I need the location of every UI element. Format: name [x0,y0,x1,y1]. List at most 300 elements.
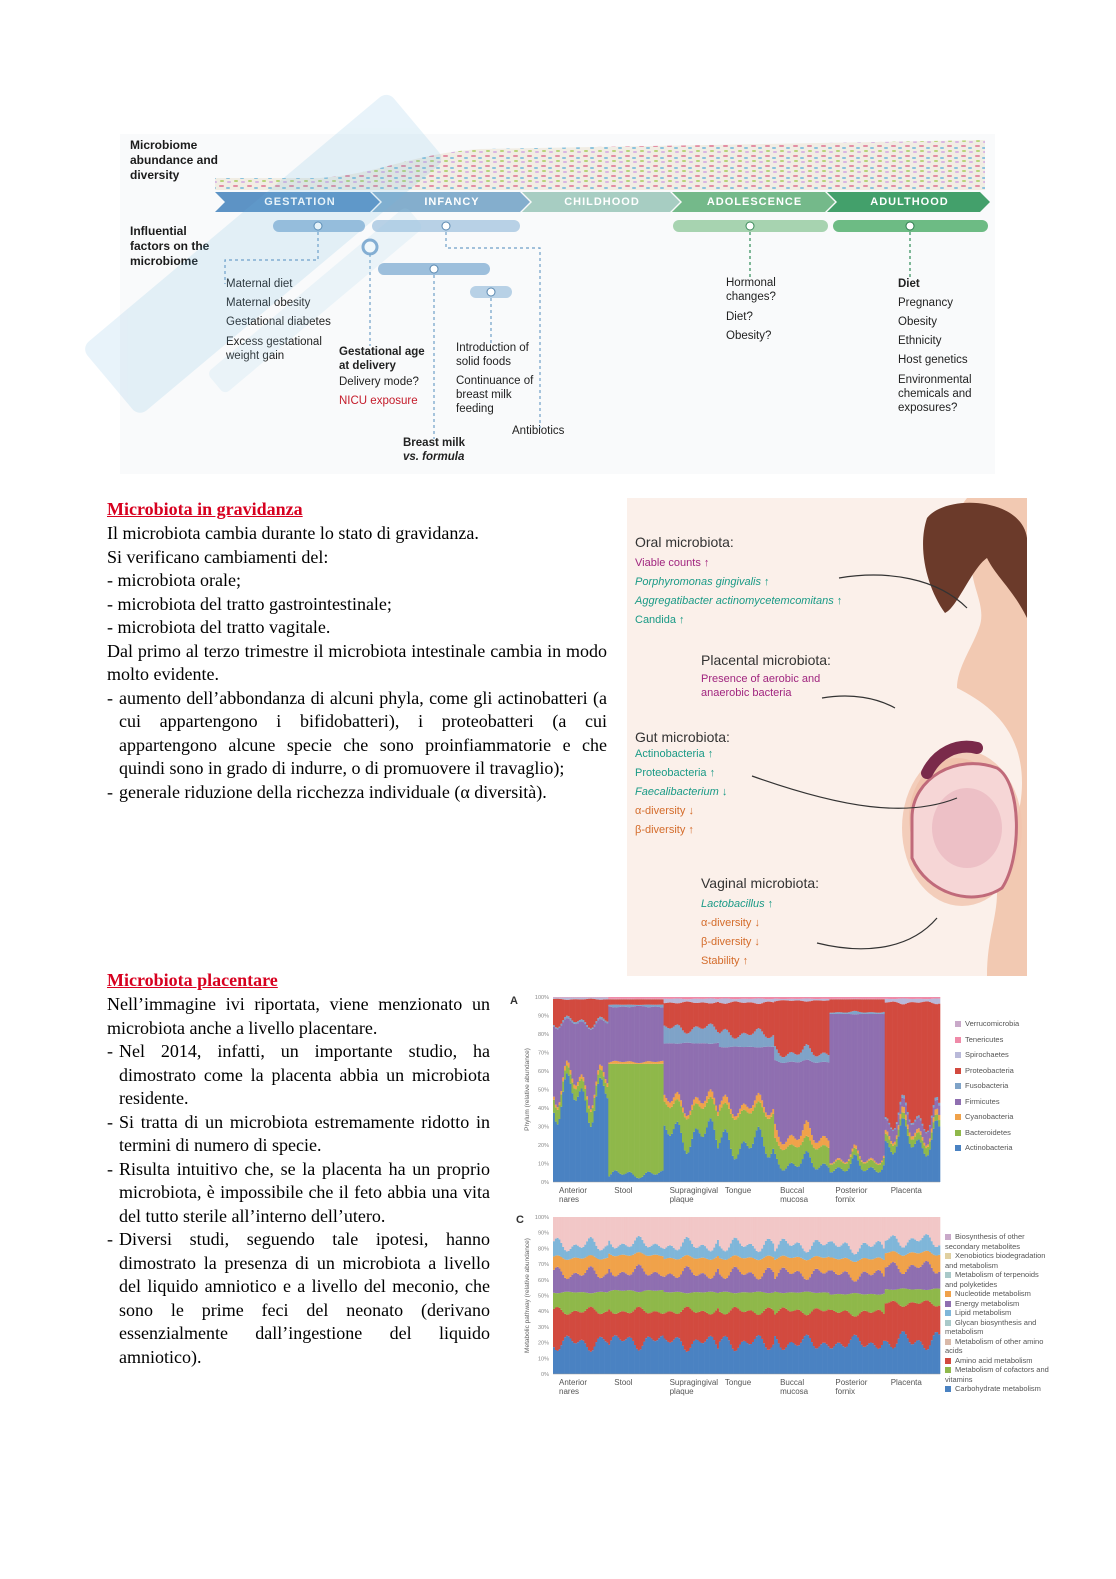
change-item: - microbiota del tratto vagitale. [107,617,331,637]
bar-segment-fusobacteria [691,1029,693,1043]
bar-segment-energy-metabolism [568,1279,570,1292]
bar-segment-firmicutes [890,1129,892,1141]
stage-adolescence: ADOLESCENCE [706,196,803,208]
bar-segment-fusobacteria [582,1020,584,1022]
bar-segment-other [643,1217,645,1243]
bar-segment-amino-acid-metabolism [912,1302,914,1344]
bar-segment-amino-acid-metabolism [599,1314,601,1337]
bar-segment-energy-metabolism [575,1273,577,1293]
bar-segment-bacteroidetes [653,1064,655,1174]
bar-segment-fusobacteria [728,1032,730,1047]
bar-segment-proteobacteria [730,1002,732,1035]
bar-segment-bacteroidetes [553,1100,555,1113]
bar-segment-other [632,1217,634,1244]
bar-segment-other [664,1217,666,1249]
bar-segment-fusobacteria [688,1033,690,1042]
bar-segment-tenericutes [688,997,690,999]
bar-segment-lipid-metabolism [842,1243,844,1258]
bar-segment-bacteroidetes [559,1105,561,1119]
bar-segment-tenericutes [805,997,807,999]
bar-segment-spirochaetes [890,999,892,1002]
bar-segment-energy-metabolism [747,1273,749,1292]
bar-segment-bacteroidetes [783,1150,785,1170]
bar-segment-actinobacteria [759,1129,761,1182]
bar-segment-carbohydrate-metabolism [557,1351,559,1374]
bar-segment-proteobacteria [553,999,555,1025]
bar-segment-lipid-metabolism [745,1246,747,1258]
bar-segment-tenericutes [916,997,918,999]
bar-segment-energy-metabolism [724,1279,726,1292]
bar-segment-fusobacteria [660,1005,662,1008]
bar-segment-lipid-metabolism [831,1241,833,1257]
bar-segment-amino-acid-metabolism [765,1309,767,1348]
bar-segment-metabolism-of-cofactors-and-vitamins [748,1293,750,1311]
bar-segment-nucleotide-metabolism [684,1256,686,1268]
bar-segment-proteobacteria [577,999,579,1021]
bar-segment-energy-metabolism [697,1276,699,1292]
bar-segment-tenericutes [689,997,691,999]
bar-segment-carbohydrate-metabolism [780,1348,782,1374]
bar-segment-bacteroidetes [590,1112,592,1127]
bar-segment-nucleotide-metabolism [638,1252,640,1264]
bar-segment-proteobacteria [898,1003,900,1113]
bar-segment-cyanobacteria [656,1062,658,1064]
bar-segment-bacteroidetes [931,1132,933,1139]
bar-segment-energy-metabolism [592,1267,594,1293]
bar-segment-firmicutes [691,1043,693,1105]
bar-segment-firmicutes [619,1007,621,1062]
x-category-label: Supragingival plaque [669,1378,719,1396]
bar-segment-bacteroidetes [877,1165,879,1173]
bar-segment-lipid-metabolism [896,1239,898,1253]
bar-segment-amino-acid-metabolism [584,1311,586,1343]
bar-segment-bacteroidetes [675,1100,677,1123]
bar-segment-spirochaetes [785,999,787,1000]
bar-segment-other [723,1217,725,1250]
bar-segment-fusobacteria [621,1005,623,1007]
bar-segment-other [791,1217,793,1246]
bar-segment-tenericutes [899,997,901,999]
bar-segment-carbohydrate-metabolism [754,1339,756,1374]
bar-segment-bacteroidetes [581,1079,583,1089]
bar-segment-cyanobacteria [920,1131,922,1135]
bar-segment-proteobacteria [623,999,625,1005]
bar-segment-tenericutes [820,997,822,999]
bar-segment-lipid-metabolism [899,1246,901,1255]
bar-segment-spirochaetes [783,999,785,1000]
bar-segment-proteobacteria [852,999,854,1011]
bar-segment-fusobacteria [643,1005,645,1007]
bar-segment-actinobacteria [588,1123,590,1182]
bar-segment-other [603,1217,605,1248]
bar-segment-firmicutes [584,1024,586,1085]
bar-segment-tenericutes [918,997,920,999]
bar-segment-lipid-metabolism [815,1240,817,1256]
bar-segment-fusobacteria [586,1025,588,1027]
bar-segment-amino-acid-metabolism [571,1312,573,1341]
bar-segment-actinobacteria [811,1163,813,1182]
bar-segment-firmicutes [577,1023,579,1082]
y-tick-label: 90% [537,1230,549,1237]
bar-segment-fusobacteria [758,1028,760,1047]
bar-segment-amino-acid-metabolism [630,1313,632,1338]
bar-segment-amino-acid-metabolism [715,1310,717,1344]
bar-segment-bacteroidetes [831,1165,833,1173]
bar-segment-energy-metabolism [634,1269,636,1292]
bar-segment-other [566,1217,568,1251]
bar-segment-amino-acid-metabolism [780,1309,782,1348]
bar-segment-carbohydrate-metabolism [811,1342,813,1374]
bar-segment-metabolism-of-cofactors-and-vitamins [688,1293,690,1307]
bar-segment-spirochaetes [682,999,684,1002]
bar-segment-metabolism-of-cofactors-and-vitamins [857,1293,859,1315]
bar-segment-nucleotide-metabolism [859,1260,861,1276]
bar-segment-carbohydrate-metabolism [743,1341,745,1374]
legend-swatch [945,1339,951,1345]
bar-segment-nucleotide-metabolism [734,1255,736,1266]
bar-segment-other [582,1217,584,1247]
bar-segment-nucleotide-metabolism [562,1258,564,1275]
bar-segment-amino-acid-metabolism [933,1305,935,1335]
bar-segment-energy-metabolism [782,1268,784,1293]
bar-segment-lipid-metabolism [914,1240,916,1253]
bar-segment-cyanobacteria [802,1130,804,1141]
bar-segment-fusobacteria [723,1030,725,1048]
bar-segment-bacteroidetes [595,1085,597,1096]
bar-segment-other [822,1217,824,1245]
bar-segment-metabolism-of-cofactors-and-vitamins [898,1289,900,1304]
bar-segment-energy-metabolism [741,1274,743,1292]
bar-segment-carbohydrate-metabolism [850,1340,852,1374]
bar-segment-metabolism-of-cofactors-and-vitamins [796,1293,798,1310]
bar-segment-tenericutes [813,997,815,999]
bar-segment-actinobacteria [839,1167,841,1182]
bar-segment-proteobacteria [885,1003,887,1117]
bar-segment-spirochaetes [887,999,889,1003]
bar-segment-spirochaetes [923,999,925,1002]
bar-segment-other [573,1217,575,1245]
bar-segment-metabolism-of-cofactors-and-vitamins [645,1290,647,1312]
bar-segment-bacteroidetes [769,1119,771,1157]
bar-segment-firmicutes [868,1014,870,1159]
bar-segment-bacteroidetes [872,1160,874,1167]
bar-segment-firmicutes [905,1105,907,1115]
bar-segment-metabolism-of-cofactors-and-vitamins [664,1292,666,1313]
bar-segment-firmicutes [723,1047,725,1096]
bar-segment-proteobacteria [708,1003,710,1024]
bar-segment-energy-metabolism [719,1274,721,1292]
bar-segment-cyanobacteria [798,1139,800,1147]
bar-segment-proteobacteria [658,999,660,1004]
bar-segment-other [695,1217,697,1248]
bar-segment-fusobacteria [581,1019,583,1021]
bar-segment-spirochaetes [664,999,666,1004]
bar-segment-lipid-metabolism [590,1237,592,1255]
bar-segment-carbohydrate-metabolism [826,1344,828,1374]
bar-segment-spirochaetes [557,997,559,998]
bar-segment-metabolism-of-cofactors-and-vitamins [629,1290,631,1313]
bar-segment-lipid-metabolism [890,1236,892,1251]
bar-segment-firmicutes [866,1014,868,1161]
bar-segment-amino-acid-metabolism [656,1312,658,1341]
bar-segment-firmicutes [553,1027,555,1097]
bar-segment-spirochaetes [765,999,767,1002]
bar-segment-amino-acid-metabolism [890,1301,892,1347]
bar-segment-nucleotide-metabolism [879,1258,881,1271]
bar-segment-other [724,1217,726,1251]
bar-segment-amino-acid-metabolism [682,1310,684,1346]
bar-segment-firmicutes [750,1047,752,1108]
bar-segment-actinobacteria [780,1168,782,1182]
bar-segment-fusobacteria [839,1012,841,1014]
bar-segment-actinobacteria [833,1171,835,1182]
bar-segment-cyanobacteria [562,1077,564,1081]
bar-segment-energy-metabolism [734,1267,736,1293]
bar-segment-other [922,1217,924,1238]
bar-segment-spirochaetes [678,999,680,1004]
bar-segment-actinobacteria [682,1142,684,1182]
bar-segment-bacteroidetes [662,1064,664,1171]
bar-segment-nucleotide-metabolism [745,1258,747,1274]
bar-segment-tenericutes [785,997,787,999]
bar-segment-carbohydrate-metabolism [739,1344,741,1374]
bar-segment-other [595,1217,597,1246]
bar-segment-proteobacteria [870,999,872,1012]
bar-segment-actinobacteria [934,1121,936,1182]
bar-segment-cyanobacteria [785,1142,787,1149]
bar-segment-nucleotide-metabolism [763,1258,765,1273]
bar-segment-metabolism-of-cofactors-and-vitamins [820,1293,822,1311]
bar-segment-bacteroidetes [745,1110,747,1142]
bar-segment-spirochaetes [916,999,918,1003]
bar-segment-cyanobacteria [868,1159,870,1161]
bar-segment-other [747,1217,749,1245]
bar-segment-firmicutes [791,1062,793,1135]
bar-segment-spirochaetes [743,999,745,1003]
bar-segment-nucleotide-metabolism [664,1259,666,1277]
bar-segment-amino-acid-metabolism [759,1315,761,1336]
bar-segment-amino-acid-metabolism [870,1313,872,1343]
bar-segment-energy-metabolism [876,1271,878,1294]
bar-segment-energy-metabolism [793,1273,795,1292]
bar-segment-actinobacteria [605,1094,607,1182]
bar-segment-firmicutes [855,1014,857,1145]
bar-segment-amino-acid-metabolism [879,1310,881,1348]
bar-segment-bacteroidetes [901,1112,903,1118]
bar-segment-nucleotide-metabolism [625,1255,627,1273]
bar-segment-carbohydrate-metabolism [791,1342,793,1374]
bar-segment-actinobacteria [651,1173,653,1182]
bar-segment-fusobacteria [584,1022,586,1024]
bar-segment-lipid-metabolism [695,1248,697,1259]
bar-segment-fusobacteria [833,1013,835,1014]
bar-segment-bacteroidetes [874,1162,876,1170]
bar-segment-lipid-metabolism [719,1246,721,1258]
bar-segment-carbohydrate-metabolism [651,1339,653,1374]
bar-segment-amino-acid-metabolism [793,1311,795,1343]
bar-segment-tenericutes [866,997,868,999]
bar-segment-actinobacteria [553,1113,555,1182]
bar-segment-actinobacteria [667,1134,669,1182]
bar-segment-bacteroidetes [912,1139,914,1147]
bar-segment-nucleotide-metabolism [885,1253,887,1267]
bar-segment-proteobacteria [711,1003,713,1024]
bar-segment-tenericutes [934,997,936,999]
bar-segment-amino-acid-metabolism [566,1315,568,1336]
adulthood-factors: Diet Pregnancy Obesity Ethnicity Host genetics Environmental chemicals and exposures? [898,278,972,414]
bar-segment-carbohydrate-metabolism [723,1337,725,1374]
bar-segment-actinobacteria [678,1125,680,1182]
bar-segment-proteobacteria [798,1001,800,1055]
bar-segment-proteobacteria [863,999,865,1012]
bar-segment-proteobacteria [627,999,629,1004]
bar-segment-tenericutes [693,997,695,999]
bar-segment-nucleotide-metabolism [711,1260,713,1279]
bar-segment-cyanobacteria [804,1124,806,1138]
bar-segment-fusobacteria [627,1005,629,1007]
bar-segment-other [651,1217,653,1246]
bar-segment-actinobacteria [852,1158,854,1182]
bar-segment-actinobacteria [879,1172,881,1182]
bar-segment-actinobacteria [885,1141,887,1182]
bar-segment-carbohydrate-metabolism [793,1343,795,1374]
x-category-label: Anterior nares [559,1378,588,1396]
bar-segment-carbohydrate-metabolism [938,1334,940,1374]
legend-swatch [945,1310,951,1316]
bar-segment-nucleotide-metabolism [743,1258,745,1275]
bar-segment-cyanobacteria [828,1141,830,1148]
bar-segment-spirochaetes [802,999,804,1001]
bar-segment-fusobacteria [923,1129,925,1130]
bar-segment-spirochaetes [676,999,678,1004]
bar-segment-carbohydrate-metabolism [730,1345,732,1374]
bar-segment-cyanobacteria [732,1114,734,1118]
bar-segment-metabolism-of-cofactors-and-vitamins [708,1292,710,1314]
bar-segment-energy-metabolism [877,1270,879,1295]
bar-segment-firmicutes [846,1014,848,1162]
bar-segment-lipid-metabolism [577,1246,579,1258]
bar-segment-fusobacteria [793,1053,795,1062]
bar-segment-lipid-metabolism [579,1247,581,1258]
bar-segment-fusobacteria [855,1011,857,1014]
bar-segment-actinobacteria [702,1137,704,1182]
bar-segment-actinobacteria [887,1143,889,1182]
bar-segment-metabolism-of-cofactors-and-vitamins [922,1290,924,1303]
bar-segment-spirochaetes [592,997,594,998]
bar-segment-lipid-metabolism [804,1251,806,1260]
bar-segment-energy-metabolism [723,1278,725,1292]
bar-segment-amino-acid-metabolism [758,1315,760,1335]
bar-segment-lipid-metabolism [614,1248,616,1256]
bar-segment-lipid-metabolism [581,1248,583,1259]
bar-segment-nucleotide-metabolism [592,1256,594,1268]
bar-segment-tenericutes [903,997,905,998]
bar-segment-cyanobacteria [597,1070,599,1074]
infancy-factors: Introduction of solid foods Continuance of breast milk feeding [456,342,534,415]
bar-segment-cyanobacteria [586,1096,588,1099]
bar-segment-amino-acid-metabolism [704,1312,706,1342]
bar-segment-fusobacteria [769,1038,771,1047]
bar-segment-tenericutes [741,997,743,999]
bar-segment-proteobacteria [929,1002,931,1125]
bar-segment-cyanobacteria [625,1062,627,1064]
bar-segment-bacteroidetes [925,1148,927,1156]
bar-segment-energy-metabolism [610,1273,612,1291]
legend-entry [955,1066,1050,1076]
bar-segment-lipid-metabolism [689,1241,691,1257]
bar-segment-lipid-metabolism [905,1245,907,1255]
bar-segment-spirochaetes [564,997,566,999]
bar-segment-cyanobacteria [678,1094,680,1101]
bar-segment-carbohydrate-metabolism [653,1340,655,1374]
bar-segment-nucleotide-metabolism [560,1257,562,1271]
bar-segment-metabolism-of-cofactors-and-vitamins [782,1293,784,1307]
bar-segment-carbohydrate-metabolism [713,1340,715,1374]
bar-segment-tenericutes [743,997,745,999]
bar-segment-lipid-metabolism [665,1247,667,1258]
bar-segment-energy-metabolism [934,1273,936,1288]
bar-segment-carbohydrate-metabolism [789,1342,791,1374]
bar-segment-fusobacteria [658,1005,660,1007]
bar-segment-metabolism-of-cofactors-and-vitamins [767,1293,769,1308]
bar-segment-lipid-metabolism [758,1252,760,1260]
bar-segment-lipid-metabolism [826,1244,828,1258]
bar-segment-amino-acid-metabolism [752,1312,754,1342]
bar-segment-cyanobacteria [675,1094,677,1101]
bar-segment-spirochaetes [912,999,914,1002]
bar-segment-lipid-metabolism [789,1245,791,1257]
bar-segment-bacteroidetes [855,1149,857,1156]
bar-segment-actinobacteria [914,1144,916,1182]
bar-segment-fusobacteria [837,1012,839,1014]
bar-segment-metabolism-of-cofactors-and-vitamins [656,1291,658,1312]
bar-segment-lipid-metabolism [566,1251,568,1259]
bar-segment-spirochaetes [577,997,579,999]
bar-segment-carbohydrate-metabolism [853,1335,855,1374]
bar-segment-cyanobacteria [582,1077,584,1081]
bar-segment-nucleotide-metabolism [586,1256,588,1269]
bar-segment-tenericutes [763,997,765,999]
bar-segment-metabolism-of-cofactors-and-vitamins [579,1292,581,1312]
y-tick-label: 50% [537,1087,549,1094]
bar-segment-actinobacteria [584,1101,586,1182]
bar-segment-proteobacteria [911,1002,913,1123]
bar-segment-cyanobacteria [818,1141,820,1148]
bar-segment-actinobacteria [804,1154,806,1182]
bar-segment-carbohydrate-metabolism [934,1332,936,1374]
bar-segment-lipid-metabolism [654,1244,656,1255]
bar-segment-actinobacteria [647,1172,649,1182]
bar-segment-other [907,1217,909,1242]
bar-segment-cyanobacteria [693,1099,695,1105]
bar-segment-energy-metabolism [855,1281,857,1293]
bar-segment-actinobacteria [664,1126,666,1182]
bar-segment-metabolism-of-cofactors-and-vitamins [610,1291,612,1312]
bar-segment-bacteroidetes [879,1164,881,1172]
bar-segment-nucleotide-metabolism [573,1258,575,1273]
bar-segment-energy-metabolism [653,1272,655,1290]
bar-segment-metabolism-of-cofactors-and-vitamins [815,1293,817,1308]
legend-entry [955,1128,1050,1138]
bar-segment-lipid-metabolism [783,1239,785,1256]
bar-segment-actinobacteria [625,1174,627,1182]
bar-segment-fusobacteria [912,1123,914,1125]
bar-segment-amino-acid-metabolism [868,1312,870,1343]
bar-segment-actinobacteria [571,1093,573,1182]
bar-segment-cyanobacteria [789,1136,791,1145]
legend-label: Spirochaetes [965,1050,1009,1059]
bar-segment-lipid-metabolism [688,1238,690,1256]
